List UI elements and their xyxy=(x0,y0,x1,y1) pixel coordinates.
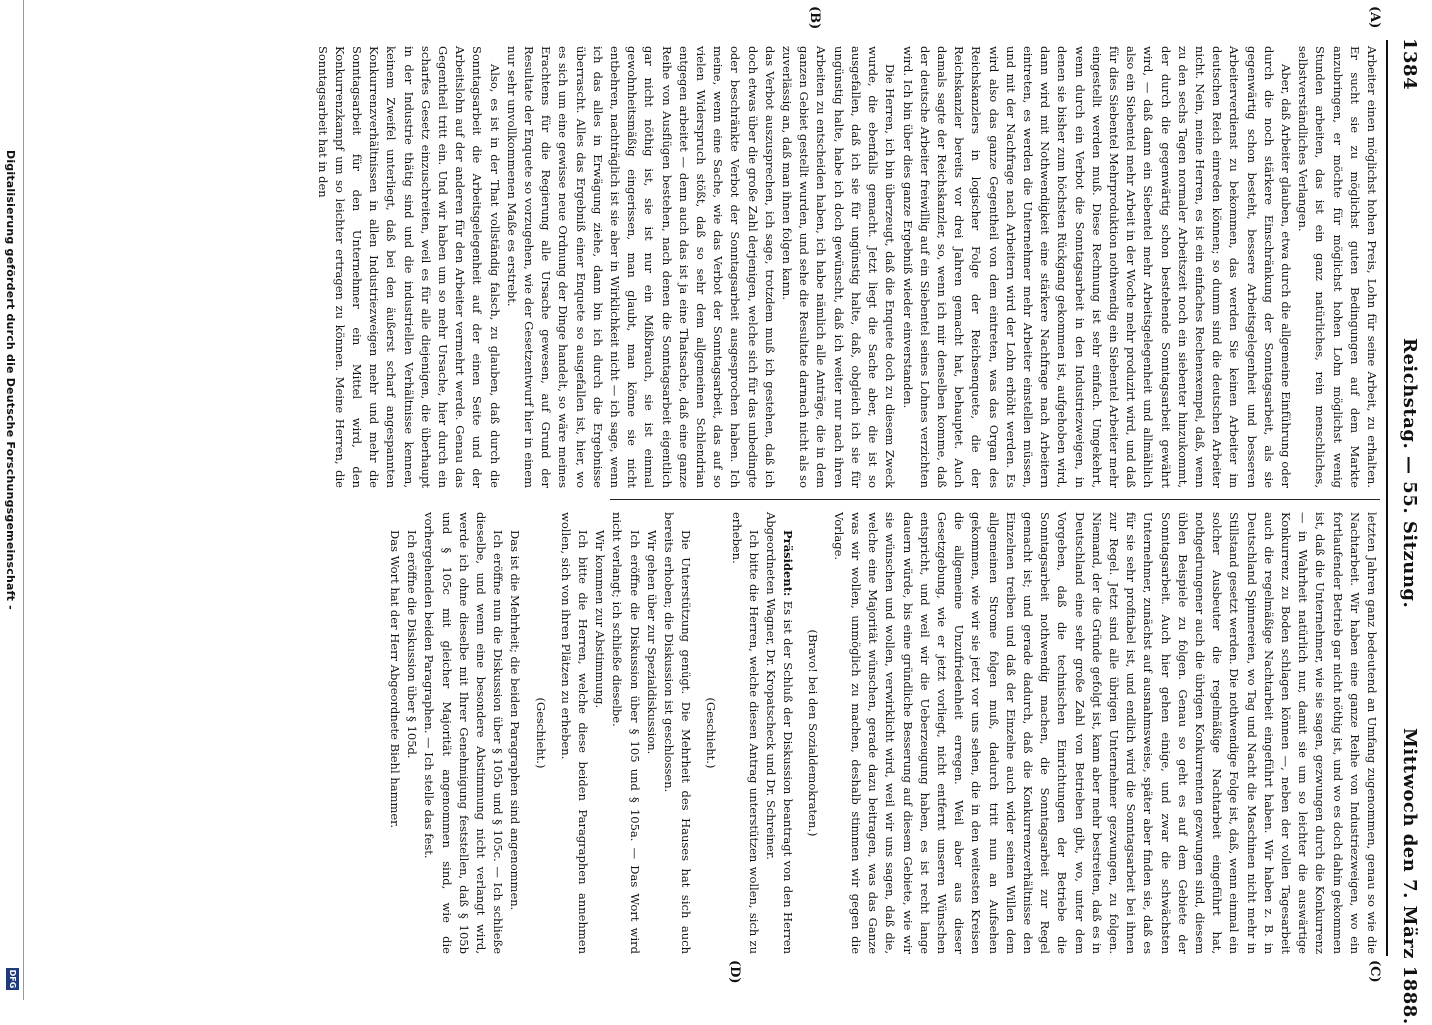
closing-line-4: Das Wort hat der Herr Abgeordnete Biehl hammer. xyxy=(388,530,403,829)
applause-note: (Bravo! bei den Sozialdemokraten.) xyxy=(806,629,821,837)
left-paragraph-5: Also, es ist in der That vollständig falsch, zu glauben, daß durch die Sonntagsarbeit die Arbeitsgelegenheit auf der einen Seite und der Arbeitslohn auf der anderen für den Arbeiter vermehrt werde. Genau das Gegentheil tritt ein. Und wir haben um so mehr Ursache, hier durch ein scharfes Gesetz einzuschreiten, weil es für alle diejenigen, die überhaupt in der Industrie thätig sind und die industriellen Verhältnisse kennen, keinem Zweifel unterliegt, daß bei den äußerst scharf angespannten Konkurrenzverhältnissen in allen Industriezweigen mehr und mehr die Sonntagsarbeit für den Unternehmer ein Mittel wird, den Konkurrenzkampf um so leichter ertragen zu können. Meine Herren, die Sonntagsarbeit hat in den xyxy=(315,46,502,488)
margin-mark-a: (A) xyxy=(1367,6,1382,29)
margin-mark-b: (B) xyxy=(807,6,822,30)
footer-rule xyxy=(23,0,24,1000)
closing-line-2: Ich eröffne nun die Diskussion über § 105b und § 105c. — Ich schließe dieselbe, und wenn eine besondere Abstimmung nicht verlangt wird, werde ich ohne dieselbe mit Ihrer Genehmigung feststellen, daß § 105b und § 105c mit gleicher Majorität angenommen sind, wie die vorhergehenden beiden Paragraphen. — Ich stelle das fest. xyxy=(422,512,506,954)
dfg-logo: DFG xyxy=(8,969,17,989)
procedure-line-5: Ich bitte die Herren, welche diese beiden Paragraphen annehmen wollen, sich von ihren Plätzen zu erheben. xyxy=(558,512,591,954)
left-paragraph-3: Die Herren, ich bin überzeugt, daß die Enquete doch zu diesem Zweck wurde, die ebenfalls gemacht. Jetzt liegt die Sache aber, die ist so ausgefallen, daß ich sie für ungünstig halte, daß, obgleich ich sie für ungünstig halte, habe ich doch gewünscht, daß ich weiter nur nach ihren Arbeiten zu entscheiden haben, ich habe nämlich alle Anträge, die in dem ganzen Gebiet gestellt wurden, und sehe die Resultate darnach nicht als so zuverlässig an, daß man ihnen folgen kann. xyxy=(780,46,898,488)
event-note-2: (Geschieht.) xyxy=(533,697,548,769)
left-paragraph-4: das Verbot auszusprechen, ich sage, trotzdem muß ich gestehen, daß ich doch etwas über die große Zahl derjenigen, welche sich für das unbedingte oder beschränkte Verbot der Sonntagsarbeit ausgesprochen haben. Ich meine, wenn eine Sache, wie das Verbot der Sonntagsarbeit, das auf so vielen Widerspruch stößt, daß so sehr dem allgemeinen Schlendrian entgegen arbeitet — denn auch das ist ja eine Thatsache, daß eine ganze Reihe von Ausflügen bestehen, nach denen die Sonntagsarbeit eigentlich gar nicht nöthig ist, sie ist nur ein Mißbrauch, sie ist einmal gewohnheitsmäßig eingerissen, man glaubt, man könne sie nicht entbehren, nachträglich ist sie aber in Wirklichkeit nicht — ich sage, wenn ich das alles in Erwägung ziehe, dann bin ich durch die Ergebnisse überrascht. Alles das Ergebniß einer Enquete so ausgefallen ist, hier, wo es sich um eine gewisse neue Ordnung der Dinge handelt, so wäre meines Erachtens für die Regierung alle Ursache gewesen, auf Grund der Resultate der Enquete so vorzugehen, wie der Gesetzentwurf hier in einem nur sehr unvollkommenen Maße es erstrebt. xyxy=(504,46,777,488)
session-date: Mittwoch den 7. März 1888. xyxy=(1399,728,1420,1025)
right-paragraph-1: letzten Jahren ganz bedeutend an Umfang zugenommen, genau so wie die Nachtarbeit. Wir haben eine ganze Reihe von Industriezweigen, wo ein fortlaufender Betrieb gar nicht nöthig ist, und wo es doch dahin gekommen ist, daß die Unternehmer, wie sie sagen, gezwungen durch die Konkurrenz — in Wahrheit natürlich nur, damit sie um so leichter die auswärtige Konkurrenz zu Boden schlagen können —, neben der vollen Tagesarbeit auch die regelmäßige Nachtarbeit eingeführt haben. Wir haben z. B. in Deutschland Spinnereien, wo Tag und Nacht die Maschinen nicht mehr in Stillstand gesetzt werden. Die nothwendige Folge ist, daß, wenn einmal ein solcher Ausbeuter die regelmäßige Nachtarbeit eingeführt hat, nothgedrungener auch die übrigen Konkurrenten gezwungen sind, diesem üblen Beispiele zu folgen. Genau so geht es auf dem Gebiete der Sonntagsarbeit. Auch hier gehen einige, und zwar die schwächsten Unternehmer, zunächst auf ausnahmsweise, später aber finden sie, daß es für sie sehr profitabel ist, und endlich wird die Sonntagsarbeit bei ihnen zur Regel. Jetzt sind alle übrigen Unternehmer gezwungen, zu folgen. Niemand, der die Gründe gefolgt ist, kann aber mehr bestreiten, daß es in Deutschland eine sehr große Zahl von Betrieben gibt, wo, unter dem Vorgeben, daß die technischen Einrichtungen der Betriebe die Sonntagsarbeit nothwendig machen, die Sonntagsarbeit zur Regel gemacht ist; und gerade dadurch, daß die Konkurrenzverhältnisse den Einzelnen treiben und daß der Einzelne auch wider seinen Willen dem allgemeinen Strome folgen muß, dadurch tritt nun an Aufsehen gekommen, wie wir sie jetzt vor uns sehen, die in den weitesten Kreisen die allgemeine Unzufriedenheit erregen. Weil aber aus dieser Gesetzgebung, wie er jetzt vorliegt, nicht entfernt unseren Wünschen entspricht, und weil wir die Ueberzeugung haben, es ist recht lange dauern würde, bis eine gründliche Besserung auf diesem Gebiete, wie wir sie wünschen und wollen, verwirklicht wird, weil wir uns sagen, daß die, welche eine Majorität wünschen, gerade dazu beitragen, was das Ganze was wir wollen, unmöglich zu machen, deshalb stimmen wir gegen die Vorlage. xyxy=(831,512,1379,954)
closing-line-3: Ich eröffne die Diskussion über § 105d. xyxy=(405,530,420,759)
session-title: Reichstag. — 55. Sitzung. xyxy=(1399,338,1420,609)
digitization-credit: Digitalisierung gefördert durch die Deutsche Forschungsgemeinschaft - xyxy=(4,150,17,610)
president-text: Es ist der Schluß der Diskussion beantragt von den Herren Abgeordneten Wagner, Dr. Kropatscheck und Dr. Schreiner. xyxy=(764,512,796,954)
closing-line-1: Das ist die Mehrheit; die beiden Paragraphen sind angenommen. xyxy=(508,530,523,911)
margin-mark-d: (D) xyxy=(727,960,742,984)
procedure-line-4: Wir kommen zur Abstimmung. xyxy=(593,530,608,709)
procedure-line-2: Wir gehen über zur Spezialdiskussion. xyxy=(644,530,659,755)
column-divider xyxy=(610,499,1380,500)
left-paragraph-1: Arbeiter einen möglichst hohen Preis, Lohn für seine Arbeit, zu erhalten. Er sucht sie zu möglichst guten Bedingungen auf dem Markte anzubringen, er möchte für möglichst hohen Lohn möglichst wenig Stunden arbeiten, das ist ein ganz natürliches, rein menschliches, selbstverständliches Verlangen. xyxy=(1296,46,1379,488)
president-label: Präsident: xyxy=(781,530,796,597)
left-paragraph-2: Aber, daß Arbeiter glauben, etwa durch die allgemeine Einführung oder durch die noch stärkere Einschränkung der Sonntagsarbeit, als sie gegenwärtig schon besteht, bessere Arbeitsgelegenheit und besseren Arbeiterverdienst zu bekommen, das werden Sie keinen Arbeiter im deutschen Reich einreden können; so dumm sind die deutschen Arbeiter nicht. Nein, meine Herren, es ist ein einfaches Rechenexempel, daß, wenn zu den sechs Tagen normaler Arbeitszeit noch ein siebenter hinzukommt, der durch die gegenwärtig schon bestehende Sonntagsarbeit gewährt wird, — daß dann ein Siebentel mehr Arbeitsgelegenheit und allmählich also ein Siebentel mehr Arbeit in der Woche mehr produzirt wird, und daß für dies Siebentel Mehrproduktion nothwendig ein Siebentel Arbeiter mehr eingestellt werden muß. Diese Rechnung ist sehr einfach. Umgekehrt, wenn durch ein Verbot die Sonntagsarbeit in den Industriezweigen, in denen sie bisher zum höchsten Rückgang gekommen ist, aufgehoben wird, dann wird mit Nothwendigkeit eine stärkere Nachfrage nach Arbeitern eintreten, es werden die Unternehmer mehr Arbeiter einstellen müssen, und mit der Nachfrage nach Arbeitern wird der Lohn erhöht werden. Es wird also das ganze Gegentheil von dem eintreten, was das Organ des Reichskanzlers in logischer Folge der Reichsenquete, die der Reichskanzler bereits vor drei Jahren gemacht hat, behauptet. Auch damals sagte der Reichskanzler, so, wenn ich mir denselben komme, daß der deutsche Arbeiter freiwillig auf ein Siebentel seines Lohnes verzichten wird. Ich bin über dies ganze Ergebniß wieder einverstanden. xyxy=(900,46,1293,488)
procedure-line-1: Die Unterstützung genügt. Die Mehrheit des Hauses hat sich auch bereits erhoben; die Diskussion ist geschlossen. xyxy=(662,512,694,954)
page-header xyxy=(1394,38,1422,1025)
right-column xyxy=(388,512,1380,954)
header-rule xyxy=(1386,40,1388,956)
page-number: 1384 xyxy=(1399,38,1420,91)
left-column xyxy=(315,46,1380,488)
event-note-1: (Geschieht.) xyxy=(704,697,719,769)
margin-mark-c: (C) xyxy=(1367,960,1382,983)
procedure-line-3: Ich eröffne die Diskussion über § 105 und § 105a. — Das Wort wird nicht verlangt; ich schließe dieselbe. xyxy=(610,512,642,954)
president-request: Ich bitte die Herren, welche diesen Antrag unterstützen wollen, sich zu erheben. xyxy=(729,512,761,954)
